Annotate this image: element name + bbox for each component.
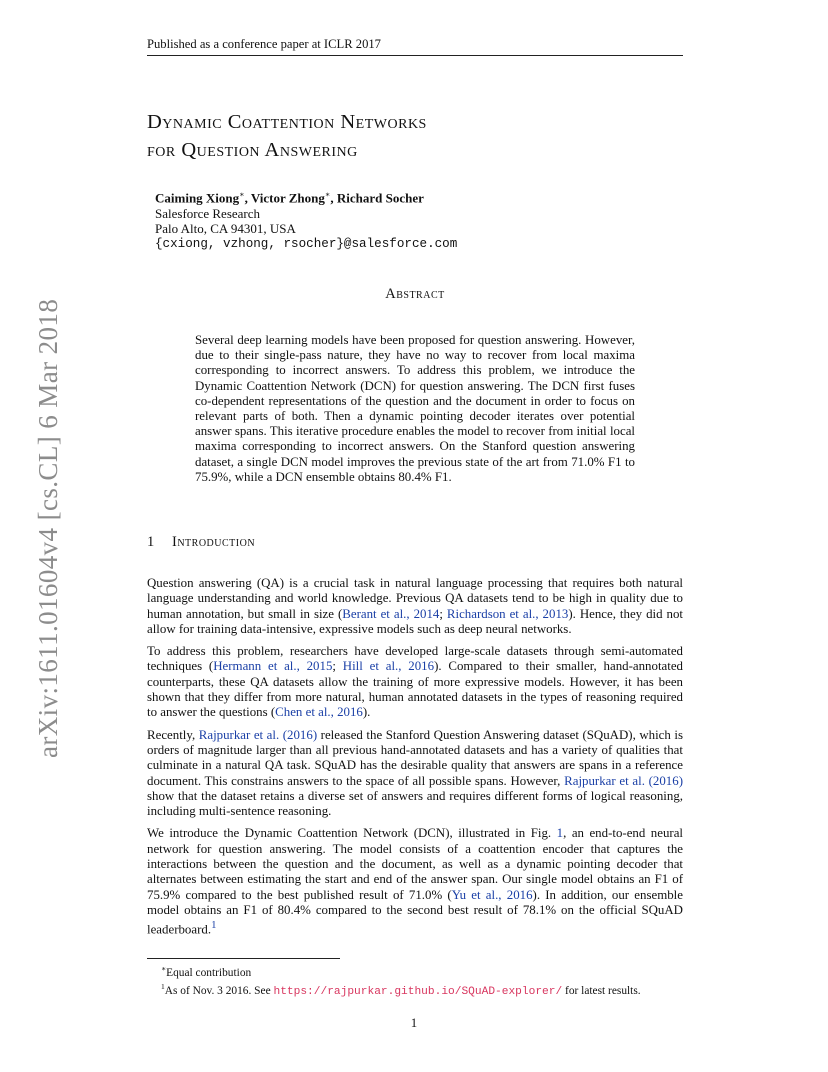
footnote-text: Equal contribution [166, 966, 252, 979]
paragraph-text: Question answering (QA) is a crucial task in natural language processing that requires both natural language understanding and world knowledge. Previous QA datasets tend to be high in quality due to human annotation, but small in size ( [147, 576, 683, 621]
citation-link[interactable]: Hermann et al., 2015 [213, 659, 333, 674]
paragraph-text: We introduce the Dynamic Coattention Network (DCN), illustrated in Fig. [147, 826, 557, 841]
paragraph-text: ). Compared to their smaller, hand-annotated counterparts, these QA datasets allow the training of more expressive models. However, it has been shown that they differ from more natural, human annotated datasets in the types of reasoning required to answer the questions ( [147, 659, 683, 720]
author-name: Victor Zhong [250, 190, 325, 206]
author-name: Caiming Xiong [155, 190, 240, 206]
footnote-mark: ∗ [161, 964, 167, 973]
author-names: Caiming Xiong∗, Victor Zhong∗, Richard Socher [155, 190, 424, 206]
page-number: 1 [410, 1016, 418, 1030]
paragraph-text: , an end-to-end neural network for question answering. The model consists of a coattention encoder that captures the interactions between the question and the document, as well as a dynamic pointing decoder that alternates between estimating the start and end of the answer span. Our single model obtains an F1 of 75.9% compared to the best published result of 71.0% ( [147, 826, 683, 902]
footnote-link[interactable]: 1 [211, 919, 217, 932]
paragraph [147, 728, 683, 820]
paragraph-text: ; [332, 659, 343, 674]
citation-link[interactable]: Richardson et al., 2013 [446, 606, 569, 621]
paragraph [147, 576, 683, 637]
squad-explorer-link[interactable]: https://rajpurkar.github.io/SQuAD-explorer/ [273, 985, 563, 998]
paragraph-text: released the Stanford Question Answering dataset (SQuAD), which is orders of magnitude larger than all previous hand-annotated datasets and has a variety of qualities that culminate in a natural QA task. SQuAD has the desirable quality that answers are spans in a reference document. This constrains answers to the space of all possible spans. However, [147, 727, 683, 788]
footnotes [161, 962, 691, 999]
abstract-heading: Abstract [385, 286, 445, 302]
author-block [155, 187, 457, 252]
figure-link[interactable]: 1 [556, 826, 564, 841]
paper-title [147, 108, 683, 164]
paragraph-text: ). Hence, they did not allow for training data-intensive, expressive models such as deep neural networks. [147, 606, 683, 636]
footnote-text: As of Nov. 3 2016. See [164, 984, 274, 997]
abstract-text: Several deep learning models have been proposed for question answering. However, due to their single-pass nature, they have no way to recover from local maxima corresponding to incorrect answers. To address this problem, we introduce the Dynamic Coattention Network (DCN) for question answering. The DCN first fuses co-dependent representations of the question and the document in order to focus on relevant parts of both. Then a dynamic pointing decoder iterates over potential answer spans. This iterative procedure enables the model to recover from initial local maxima corresponding to incorrect answers. On the Stanford question answering dataset, a single DCN model improves the previous state of the art from 71.0% F1 to 75.9%, while a DCN ensemble obtains 80.4% F1. [195, 333, 635, 484]
equal-contribution-mark: ∗ [239, 190, 245, 199]
paragraph-text: To address this problem, researchers have developed large-scale datasets through semi-automated techniques ( [147, 644, 683, 674]
introduction-body [147, 576, 683, 945]
footnote-rule [147, 958, 340, 959]
section-heading [147, 534, 255, 551]
paragraph-text: Recently, [147, 727, 199, 742]
author-emails: {cxiong, vzhong, rsocher}@salesforce.com [155, 236, 458, 251]
affiliation: Salesforce Research [155, 205, 261, 221]
citation-link[interactable]: Yu et al., 2016 [451, 887, 533, 902]
citation-link[interactable]: Rajpurkar et al. (2016) [564, 773, 683, 788]
paragraph [147, 826, 683, 937]
footnote-mark: 1 [161, 981, 165, 991]
paragraph-text: ). [362, 705, 371, 720]
citation-link[interactable]: Rajpurkar et al. (2016) [198, 727, 318, 742]
address: Palo Alto, CA 94301, USA [155, 221, 296, 237]
citation-link[interactable]: Berant et al., 2014 [342, 606, 440, 621]
paragraph-text: ; [439, 606, 447, 621]
section-number: 1 [147, 534, 155, 550]
paragraph-text: show that the dataset retains a diverse set of answers and requires different forms of logical reasoning, including multi-sentence reasoning. [147, 788, 683, 819]
title-line-2: for Question Answering [147, 139, 358, 161]
title-line-1: Dynamic Coattention Networks [147, 111, 427, 133]
paragraph-text: ). In addition, our ensemble model obtains an F1 of 80.4% compared to the second best result of 78.1% on the official SQuAD leaderboard. [147, 887, 683, 937]
citation-link[interactable]: Hill et al., 2016 [342, 659, 435, 674]
footnote [161, 962, 691, 980]
citation-link[interactable]: Chen et al., 2016 [275, 705, 363, 720]
author-name: Richard Socher [336, 190, 424, 206]
equal-contribution-mark: ∗ [324, 190, 331, 199]
paragraph [147, 644, 683, 720]
section-title: Introduction [172, 534, 256, 550]
arxiv-stamp: arXiv:1611.01604v4 [cs.CL] 6 Mar 2018 [33, 298, 63, 758]
running-header: Published as a conference paper at ICLR 2017 [147, 37, 683, 56]
footnote-text: for latest results. [562, 984, 641, 997]
footnote [161, 980, 691, 999]
